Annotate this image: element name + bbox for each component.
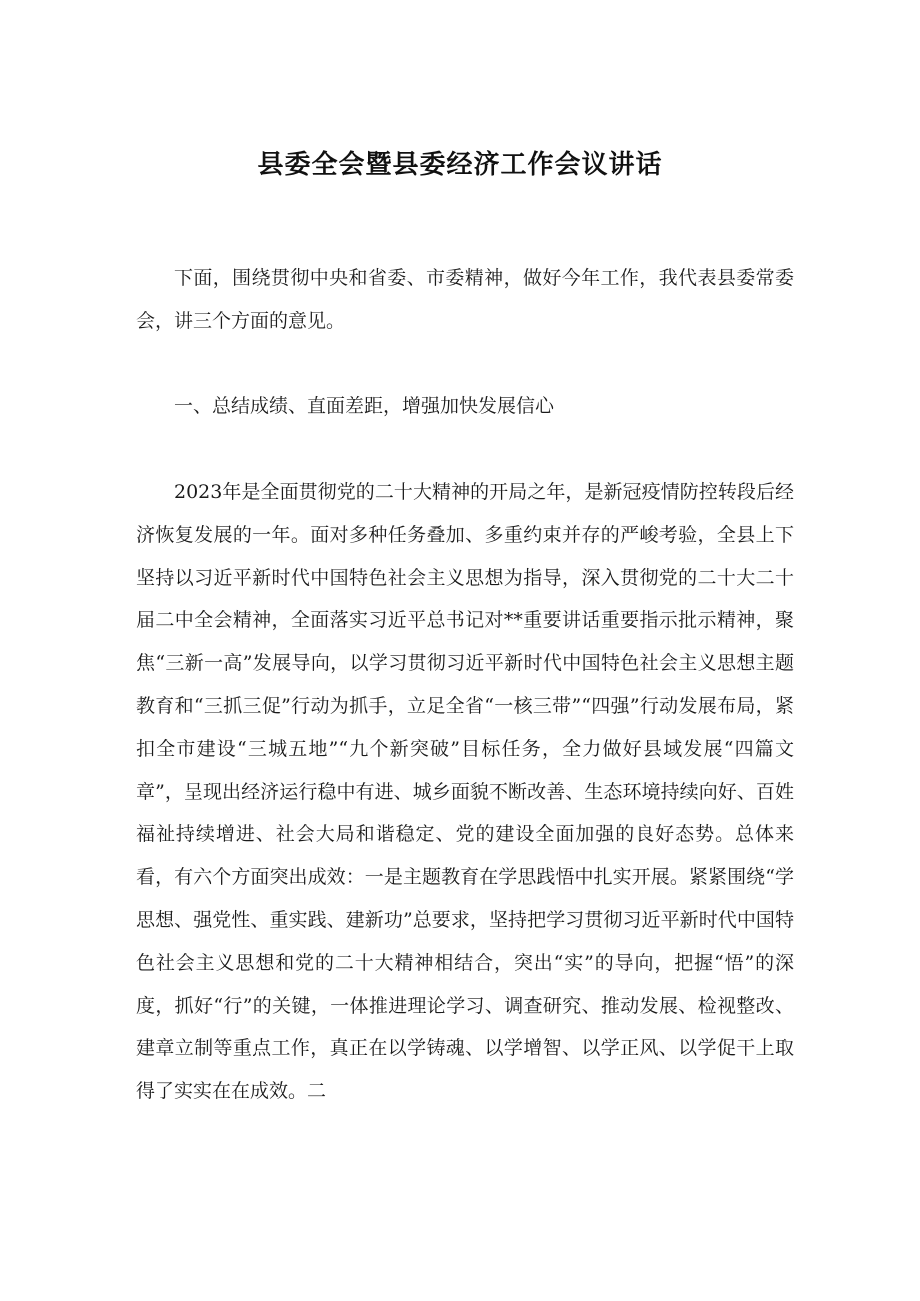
- document-title: 县委全会暨县委经济工作会议讲话: [257, 150, 663, 181]
- document-body: [136, 257, 794, 1113]
- paragraph-spacer: [136, 343, 794, 386]
- intro-paragraph: 下面，围绕贯彻中央和省委、市委精神，做好今年工作，我代表县委常委会，讲三个方面的意见。: [136, 267, 794, 332]
- paragraph-spacer: [136, 428, 794, 471]
- body-paragraph: 2023年是全面贯彻党的二十大精神的开局之年，是新冠疫情防控转段后经济恢复发展的一年。面对多种任务叠加、多重约束并存的严峻考验，全县上下坚持以习近平新时代中国特色社会主义思想为指导，深入贯彻党的二十大二十届二中全会精神，全面落实习近平总书记对**重要讲话重要指示批示精神，聚焦“三新一高”发展导向，以学习贯彻习近平新时代中国特色社会主义思想主题教育和“三抓三促”行动为抓手，立足全省“一核三带”“四强”行动发展布局，紧扣全市建设“三城五地”“九个新突破”目标任务，全力做好县域发展“四篇文章”，呈现出经济运行稳中有进、城乡面貌不断改善、生态环境持续向好、百姓福祉持续增进、社会大局和谐稳定、党的建设全面加强的良好态势。总体来看，有六个方面突出成效：一是主题教育在学思践悟中扎实开展。紧紧围绕“学思想、强党性、重实践、建新功”总要求，坚持把学习贯彻习近平新时代中国特色社会主义思想和党的二十大精神相结合，突出“实”的导向，把握“悟”的深度，抓好“行”的关键，一体推进理论学习、调查研究、推动发展、检视整改、建章立制等重点工作，真正在以学铸魂、以学增智、以学正风、以学促干上取得了实实在在成效。二: [136, 480, 794, 1103]
- section-heading: 一、总结成绩、直面差距，增强加快发展信心: [174, 395, 555, 418]
